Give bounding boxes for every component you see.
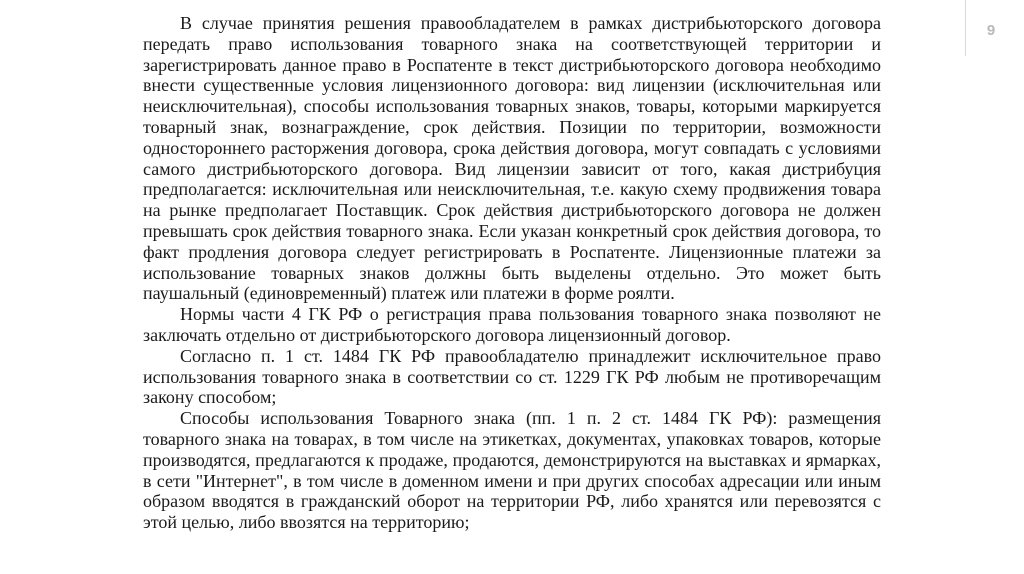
paragraph-trademark-usage-methods: Способы использования Товарного знака (пп. 1 п. 2 ст. 1484 ГК РФ): размещения товарного знака на товарах, в том числе на этикетках, документах, упаковках товаров, которые производятся, предлагаются к продаже, продаются, демонстрируются на выставках и ярмарках, в сети "Интернет", в том числе в доменном имени и при других способах адресации или иным образом вводятся в гражданский оборот на территории РФ, либо хранятся или перевозятся с этой целью, либо ввозятся на территорию; [143,408,881,533]
paragraph-civil-code-part-4: Нормы части 4 ГК РФ о регистрация права пользования товарного знака позволяют не заключать отдельно от дистрибьюторского договора лицензионный договор. [143,304,881,345]
page-number: 9 [986,22,996,39]
paragraph-distribution-license: В случае принятия решения правообладателем в рамках дистрибьюторского договора передать право использования товарного знака на соответствующей территории и зарегистрировать данное право в Роспатенте в текст дистрибьюторского договора необходимо внести существенные условия лицензионного договора: вид лицензии (исключительная или неисключительная), способы использования товарных знаков, товары, которыми маркируется товарный знак, вознаграждение, срок действия. Позиции по территории, возможности одностороннего расторжения договора, срока действия договора, могут совпадать с условиями самого дистрибьюторского договора. Вид лицензии зависит от того, какая дистрибуция предполагается: исключительная или неисключительная, т.е. какую схему продвижения товара на рынке предполагает Поставщик. Срок действия дистрибьюторского договора не должен превышать срок действия товарного знака. Если указан конкретный срок действия договора, то факт продления договора следует регистрировать в Роспатенте. Лицензионные платежи за использование товарных знаков должны быть выделены отдельно. Это может быть паушальный (единовременный) платеж или платежи в форме роялти. [143,13,881,304]
slide-body-text [143,13,881,533]
paragraph-article-1484-clause-1: Согласно п. 1 ст. 1484 ГК РФ правообладателю принадлежит исключительное право использования товарного знака в соответствии со ст. 1229 ГК РФ любым не противоречащим закону способом; [143,345,881,408]
divider-line [965,0,966,56]
